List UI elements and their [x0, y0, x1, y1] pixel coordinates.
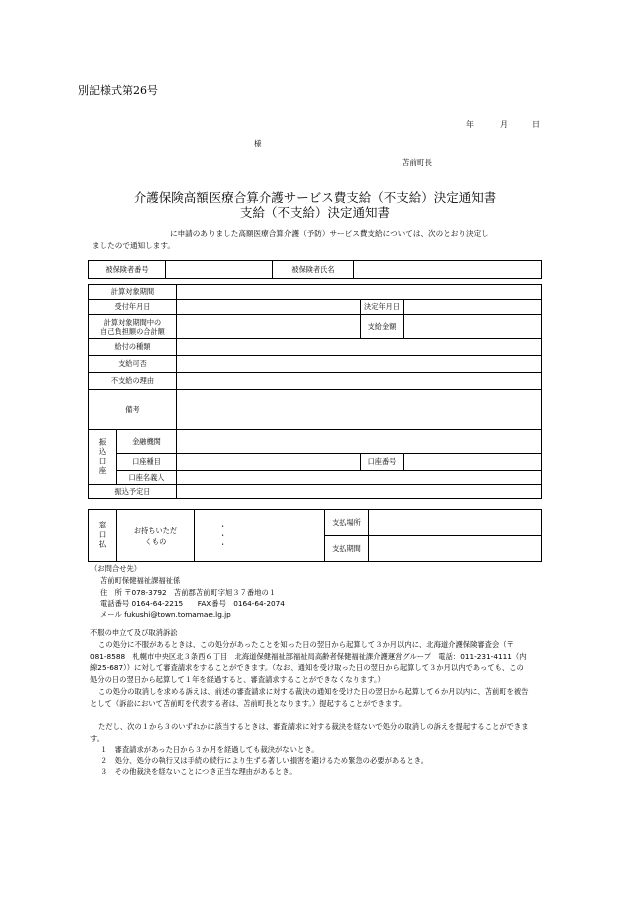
form-number: 別記様式第26号: [78, 84, 158, 97]
contact-department: 苫前町保健福祉課福祉係: [100, 576, 181, 585]
selfpay-total-label: [89, 315, 177, 339]
window-payment-label: 窓口払: [89, 510, 117, 562]
selfpay-total-value[interactable]: [177, 315, 361, 339]
date-day: 日: [532, 120, 540, 129]
approval-label: 支給可否: [89, 356, 177, 373]
decision-table: [88, 284, 542, 499]
received-date-value[interactable]: [177, 300, 361, 315]
benefit-type-value[interactable]: [177, 339, 542, 356]
payment-period-label: 支払期間: [325, 536, 369, 562]
period-label: 計算対象期間: [89, 285, 177, 300]
reason-label: 不支給の理由: [89, 373, 177, 390]
transfer-date-value[interactable]: [177, 485, 542, 499]
account-type-label: 口座種目: [117, 454, 177, 471]
bring-items-label-line2: くもの: [144, 536, 167, 546]
payment-place-value[interactable]: [369, 510, 542, 536]
appeal-paragraph-1: この処分に不服があるときは、この処分があったことを知った日の翌日から起算して３か月以内に、北海道介護保険審査会（〒081-8588 札幌市中央区北３条西６丁目 北海道保健福祉部福祉局高齢者保健福祉課介護運営グループ 電話：011-231-4111（内線25-687））に対して審査請求をすることができます。（なお、通知を受け取った日の翌日から起算して３か月以内であっても、この処分の日の翌日から起算して１年を経過すると、審査請求することができなくなります。）: [90, 640, 527, 684]
contact-email[interactable]: メール fukushi@town.tomamae.lg.jp: [100, 610, 231, 619]
bring-items-list[interactable]: [195, 510, 325, 562]
approval-value[interactable]: [177, 356, 542, 373]
appeal-paragraph-2: この処分の取消しを求める訴えは、前述の審査請求に対する裁決の通知を受けた日の翌日から起算して６か月以内に、苫前町を被告として（訴訟において苫前町を代表する者は、苫前町長となります。）提起することができます。: [90, 687, 529, 708]
payment-place-label: 支払場所: [325, 510, 369, 536]
contact-address: 住 所 〒078-3792 苫前郡苫前町字旭３７番地の１: [100, 588, 277, 597]
addressee-suffix: 様: [254, 139, 262, 148]
bank-value[interactable]: [177, 430, 542, 454]
decision-date-label: 決定年月日: [361, 300, 404, 315]
account-holder-value[interactable]: [177, 471, 542, 485]
selfpay-total-label-line1: 計算対象期間中の: [103, 317, 162, 327]
decision-date-value[interactable]: [404, 300, 542, 315]
date-month: 月: [500, 120, 508, 129]
bring-item-bullet: ・: [219, 522, 227, 531]
payment-period-value[interactable]: [369, 536, 542, 562]
issuer: 苫前町長: [402, 158, 432, 167]
contact-heading: （お問合せ先）: [90, 564, 142, 573]
period-value[interactable]: [177, 285, 542, 300]
document-subtitle: 支給（不支給）決定通知書: [239, 205, 390, 220]
bring-item-bullet: ・: [219, 531, 227, 540]
appeal-item-2: ２ 処分、処分の執行又は手続の続行により生ずる著しい損害を避けるため緊急の必要があるとき。: [100, 756, 429, 765]
appeal-item-1: １ 審査請求があった日から３か月を経過しても裁決がないとき。: [100, 745, 319, 754]
benefit-type-label: 給付の種類: [89, 339, 177, 356]
amount-value[interactable]: [404, 315, 542, 339]
insured-name-label: 被保険者氏名: [273, 261, 354, 279]
received-date-label: 受付年月日: [89, 300, 177, 315]
account-type-value[interactable]: [177, 454, 361, 471]
bring-item-bullet: ・: [219, 540, 227, 549]
account-number-label: 口座番号: [361, 454, 404, 471]
remarks-value[interactable]: [177, 390, 542, 430]
appeal-heading: 不服の申立て及び取消訴訟: [90, 628, 178, 637]
insured-number-label: 被保険者番号: [89, 261, 166, 279]
document-title: 介護保険高額医療合算介護サービス費支給（不支給）決定通知書: [133, 190, 497, 205]
bring-items-label: [117, 510, 195, 562]
window-payment-table: [88, 509, 542, 562]
transfer-date-label: 振込予定日: [89, 485, 177, 499]
intro-line-1: に申請のありました高額医療合算介護（予防）サービス費支給については、次のとおり決定し: [170, 229, 489, 238]
insured-number-value[interactable]: [166, 261, 273, 279]
date-year: 年: [466, 120, 474, 129]
bring-items-label-line1: お持ちいただ: [133, 525, 178, 535]
account-number-value[interactable]: [404, 454, 542, 471]
insured-table: [88, 260, 542, 279]
selfpay-total-label-line2: 自己負担額の合計額: [100, 326, 165, 336]
reason-value[interactable]: [177, 373, 542, 390]
contact-phone: 電話番号 0164-64-2215 FAX番号 0164-64-2074: [100, 599, 285, 608]
intro-line-2: ましたので通知します。: [92, 241, 175, 250]
remarks-label: 備考: [89, 390, 177, 430]
appeal-paragraph-3: ただし、次の１から３のいずれかに該当するときは、審査請求に対する裁決を経ないで処分の取消しの訴えを提起することができます。: [90, 722, 529, 743]
account-holder-label: 口座名義人: [117, 471, 177, 485]
transfer-account-label: 振込口座: [89, 430, 117, 485]
bank-label: 金融機関: [117, 430, 177, 454]
appeal-item-3: ３ その他裁決を経ないことにつき正当な理由があるとき。: [100, 767, 297, 776]
amount-label: 支給金額: [361, 315, 404, 339]
insured-name-value[interactable]: [354, 261, 542, 279]
